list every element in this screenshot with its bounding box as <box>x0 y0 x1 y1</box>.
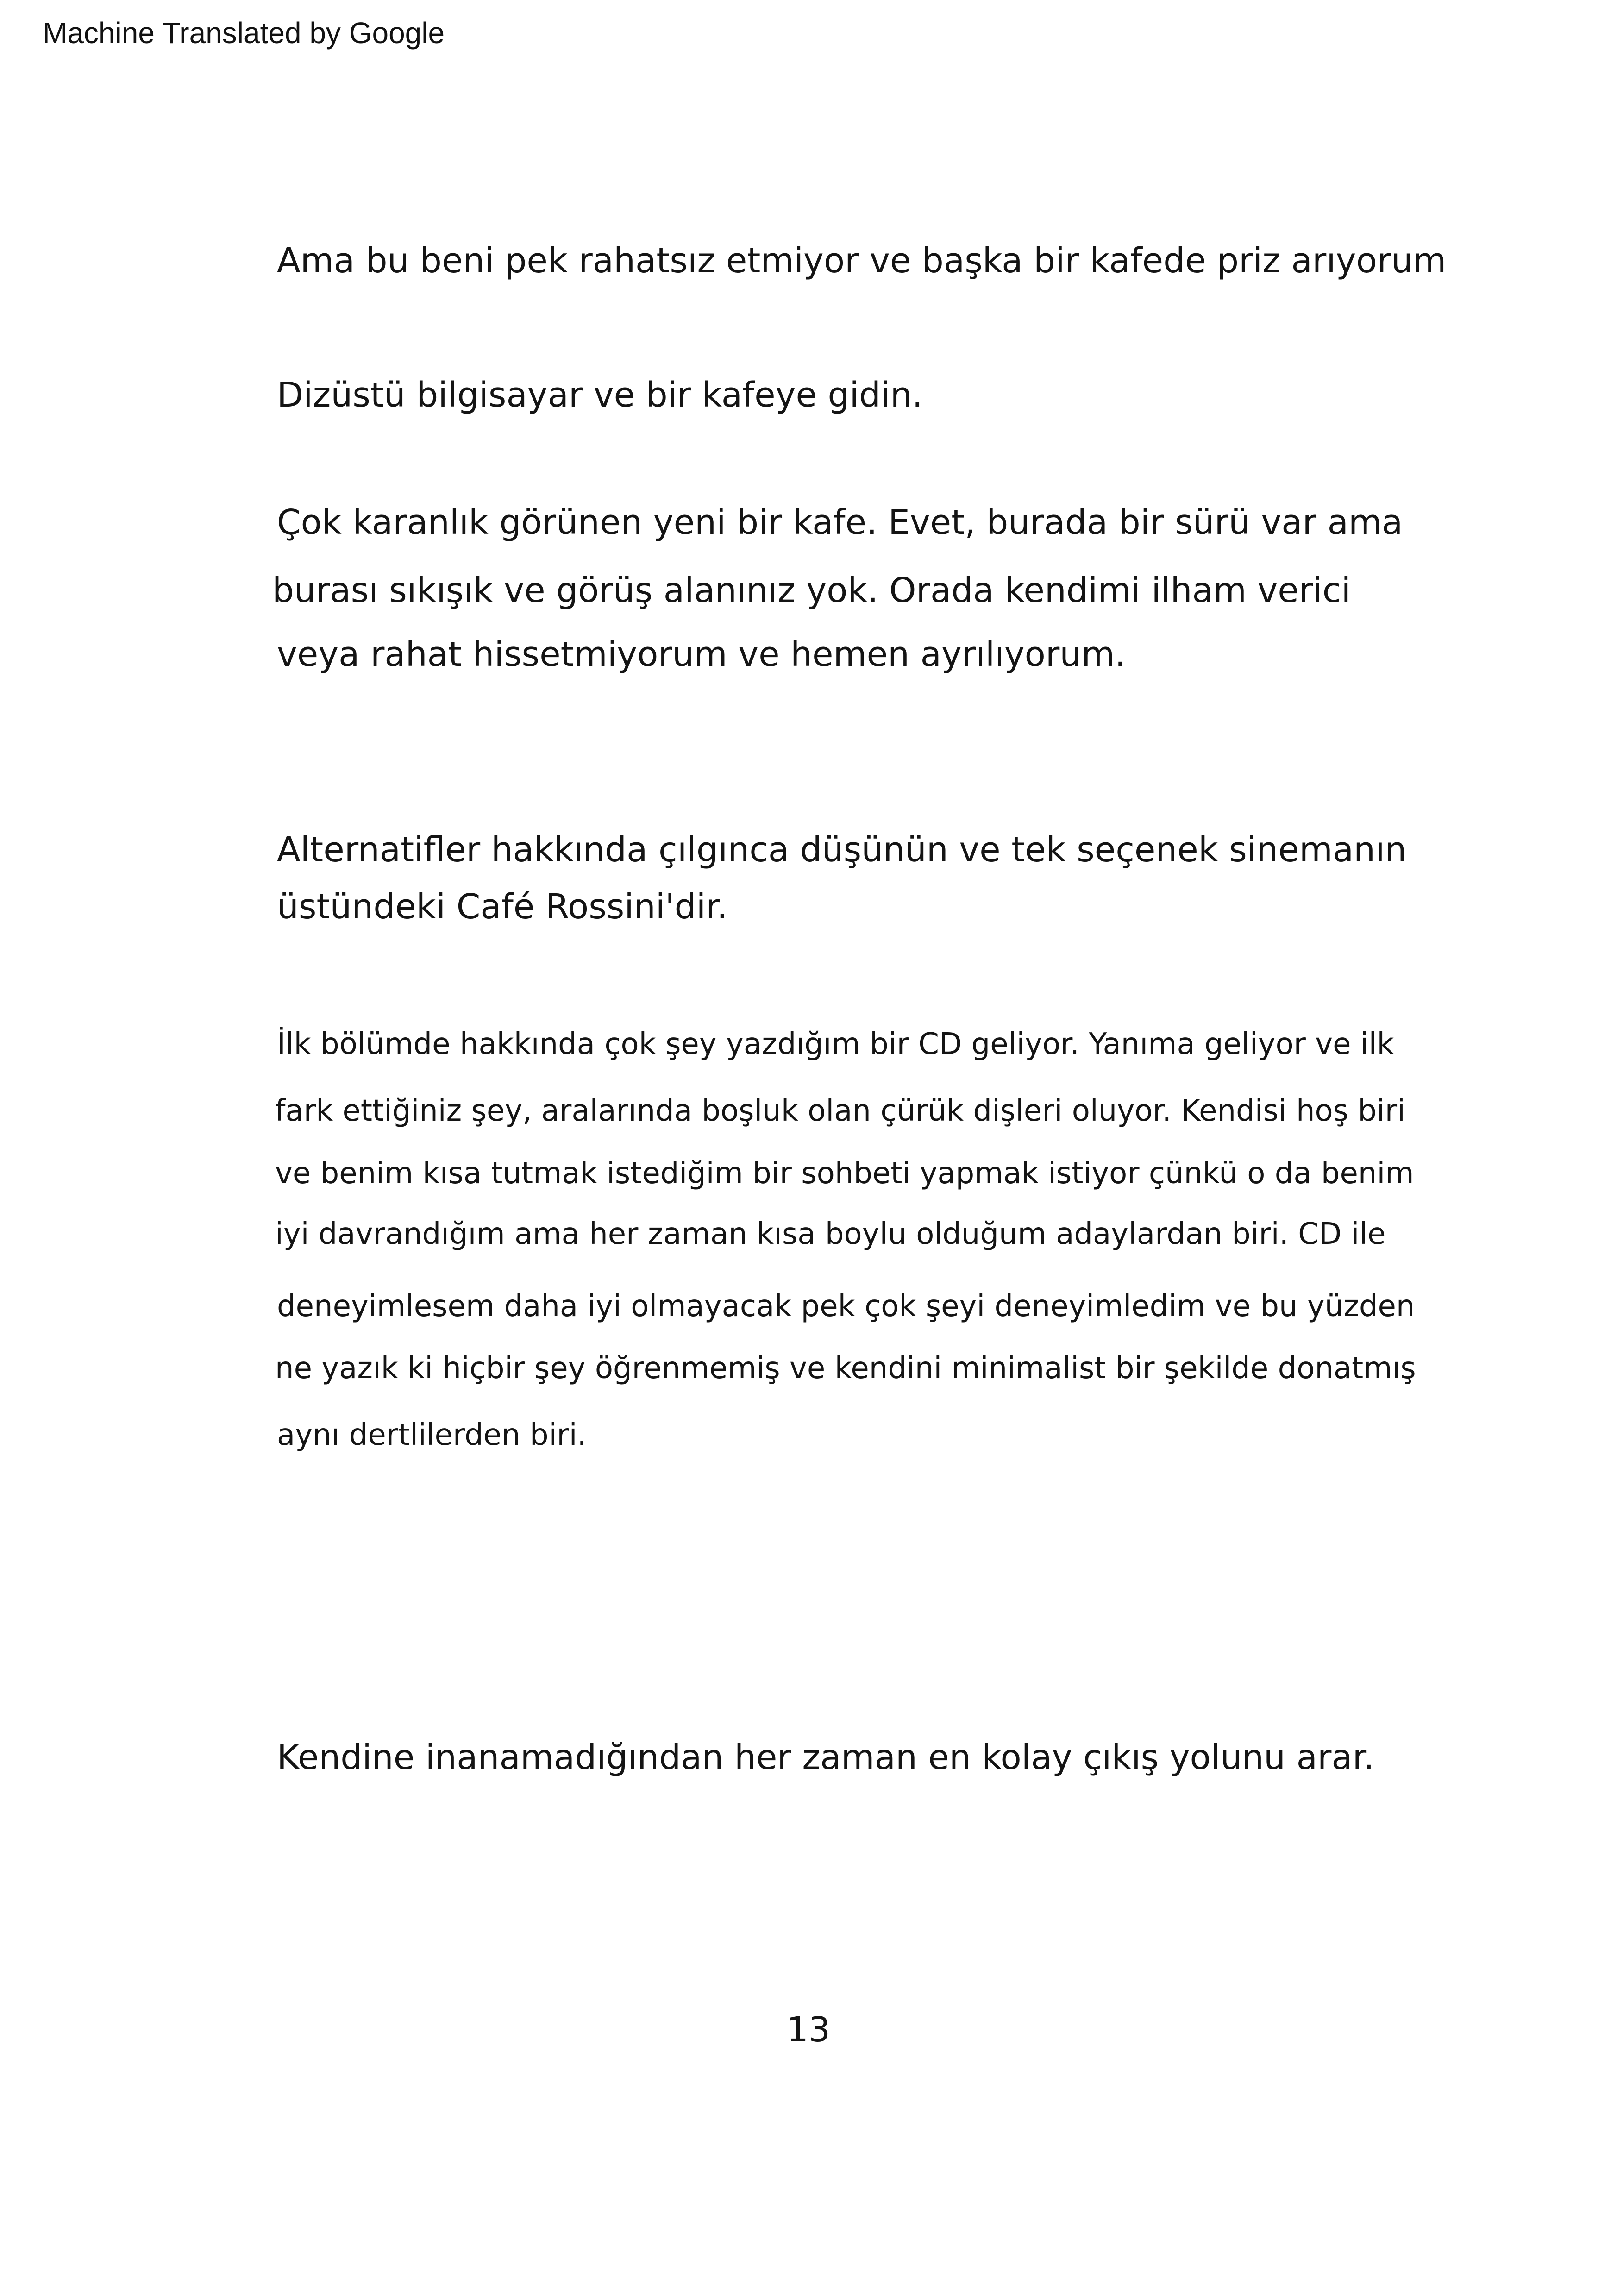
machine-translation-attribution: Machine Translated by Google <box>43 16 445 50</box>
paragraph-5-line-1: İlk bölümde hakkında çok şey yazdığım bir CD geliyor. Yanıma geliyor ve ilk <box>277 1027 1394 1061</box>
paragraph-2-line-1: Dizüstü bilgisayar ve bir kafeye gidin. <box>277 375 923 415</box>
paragraph-5-line-4: iyi davrandığım ama her zaman kısa boylu olduğum adaylardan biri. CD ile <box>275 1217 1386 1251</box>
paragraph-5-line-3: ve benim kısa tutmak istediğim bir sohbeti yapmak istiyor çünkü o da benim <box>275 1156 1414 1191</box>
paragraph-5-line-6: ne yazık ki hiçbir şey öğrenmemiş ve kendini minimalist bir şekilde donatmış <box>275 1351 1416 1386</box>
paragraph-3-line-3: veya rahat hissetmiyorum ve hemen ayrılıyorum. <box>277 634 1126 674</box>
paragraph-5-line-7: aynı dertlilerden biri. <box>277 1418 587 1452</box>
paragraph-1-line-1: Ama bu beni pek rahatsız etmiyor ve başka bir kafede priz arıyorum <box>277 241 1447 281</box>
paragraph-3-line-1: Çok karanlık görünen yeni bir kafe. Evet, burada bir sürü var ama <box>277 502 1403 542</box>
page-number: 13 <box>786 2010 831 2050</box>
paragraph-5-line-2: fark ettiğiniz şey, aralarında boşluk olan çürük dişleri oluyor. Kendisi hoş biri <box>275 1094 1405 1128</box>
paragraph-6-line-1: Kendine inanamadığından her zaman en kolay çıkış yolunu arar. <box>277 1738 1374 1777</box>
paragraph-5-line-5: deneyimlesem daha iyi olmayacak pek çok şeyi deneyimledim ve bu yüzden <box>277 1289 1415 1324</box>
paragraph-3-line-2: burası sıkışık ve görüş alanınız yok. Orada kendimi ilham verici <box>272 571 1351 610</box>
paragraph-4-line-2: üstündeki Café Rossini'dir. <box>277 887 728 927</box>
paragraph-4-line-1: Alternatifler hakkında çılgınca düşünün ve tek seçenek sinemanın <box>277 830 1407 870</box>
